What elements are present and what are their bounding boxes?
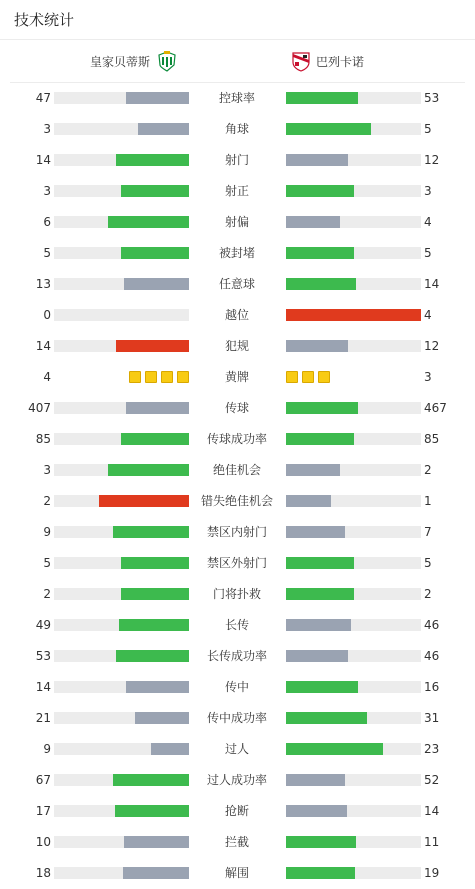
away-bar-track [286, 712, 421, 724]
away-bar-fill [286, 185, 354, 197]
home-bar-track [54, 774, 189, 786]
stat-row [0, 238, 475, 269]
home-value: 9 [43, 525, 51, 539]
home-team[interactable] [90, 40, 178, 82]
yellow-card-icon [286, 371, 298, 383]
home-bar-track [54, 712, 189, 724]
away-bar-track [286, 681, 421, 693]
page-title: 技术统计 [14, 11, 75, 29]
away-value: 467 [424, 401, 447, 415]
away-value: 2 [424, 587, 432, 601]
home-value: 49 [35, 618, 51, 632]
stat-row [0, 176, 475, 207]
away-value: 7 [424, 525, 432, 539]
away-bar-track [286, 123, 421, 135]
away-bar-track [286, 92, 421, 104]
home-value: 6 [43, 215, 51, 229]
home-team-name: 皇家贝蒂斯 [89, 54, 150, 69]
away-bar-track [286, 557, 421, 569]
stat-row [0, 331, 475, 362]
home-value: 14 [35, 153, 51, 167]
away-bar-fill [286, 92, 358, 104]
away-value: 4 [424, 215, 432, 229]
away-value: 23 [424, 742, 440, 756]
stat-label: 禁区内射门 [206, 525, 267, 539]
away-bar-fill [286, 309, 421, 321]
home-bar-track [54, 650, 189, 662]
away-bar-fill [286, 774, 345, 786]
home-bar-fill [116, 154, 189, 166]
away-value: 19 [424, 866, 440, 880]
home-bar-track [54, 495, 189, 507]
away-value: 14 [424, 277, 440, 291]
yellow-card-icon [161, 371, 173, 383]
yellow-card-icon [177, 371, 189, 383]
yellow-card-icon [302, 371, 314, 383]
home-value: 47 [35, 91, 51, 105]
home-value: 9 [43, 742, 51, 756]
home-value: 14 [35, 339, 51, 353]
home-bar-fill [116, 340, 189, 352]
home-bar-track [54, 278, 189, 290]
away-bar-fill [286, 154, 348, 166]
stat-label: 门将扑救 [212, 587, 261, 601]
home-bar-track [54, 588, 189, 600]
home-bar-track [54, 867, 189, 879]
home-bar-track [54, 557, 189, 569]
away-value: 46 [424, 649, 440, 663]
away-value: 16 [424, 680, 440, 694]
home-bar-track [54, 92, 189, 104]
home-bar-fill [126, 402, 189, 414]
yellow-card-icon [318, 371, 330, 383]
away-bar-fill [286, 836, 356, 848]
away-bar-track [286, 464, 421, 476]
away-bar-track [286, 526, 421, 538]
away-bar-track [286, 433, 421, 445]
home-bar-fill [121, 247, 189, 259]
away-bar-fill [286, 681, 358, 693]
away-bar-fill [286, 712, 367, 724]
home-bar-fill [116, 650, 189, 662]
stat-label: 犯规 [224, 339, 249, 353]
home-value: 10 [35, 835, 51, 849]
stat-row [0, 424, 475, 455]
stat-row [0, 579, 475, 610]
yellow-card-icon [145, 371, 157, 383]
home-value: 3 [43, 463, 51, 477]
home-bar-track [54, 402, 189, 414]
rayo-vallecano-crest-icon [290, 50, 312, 72]
teams-bar [10, 40, 465, 83]
away-bar-track [286, 185, 421, 197]
stat-row [0, 734, 475, 765]
stat-label: 长传 [224, 618, 249, 632]
home-bar-track [54, 185, 189, 197]
stat-row [0, 393, 475, 424]
stat-label: 绝佳机会 [212, 463, 261, 477]
away-value: 2 [424, 463, 432, 477]
home-bar-fill [99, 495, 189, 507]
home-bar-fill [123, 867, 189, 879]
away-bar-fill [286, 588, 354, 600]
home-bar-fill [126, 92, 189, 104]
stat-row [0, 300, 475, 331]
home-value: 4 [43, 370, 51, 384]
stat-label: 传球成功率 [206, 432, 267, 446]
stat-label: 抢断 [224, 804, 249, 818]
home-value: 3 [43, 184, 51, 198]
home-bar-fill [124, 836, 189, 848]
home-bar-fill [135, 712, 189, 724]
stat-label: 任意球 [218, 277, 255, 291]
home-value: 407 [28, 401, 51, 415]
home-value: 18 [35, 866, 51, 880]
home-bar-track [54, 464, 189, 476]
away-bar-track [286, 154, 421, 166]
stat-row [0, 269, 475, 300]
home-value: 85 [35, 432, 51, 446]
stat-label: 拦截 [224, 835, 249, 849]
home-bar-track [54, 433, 189, 445]
stat-label: 被封堵 [218, 246, 255, 260]
home-value: 13 [35, 277, 51, 291]
away-value: 31 [424, 711, 440, 725]
home-bar-fill [121, 557, 189, 569]
home-bar-fill [115, 805, 189, 817]
stat-label: 解围 [224, 866, 249, 880]
stat-label: 过人 [224, 742, 249, 756]
home-bar-fill [108, 464, 189, 476]
away-value: 5 [424, 246, 432, 260]
stat-row [0, 827, 475, 858]
home-bar-fill [113, 774, 189, 786]
away-bar-track [286, 402, 421, 414]
home-bar-track [54, 340, 189, 352]
home-value: 3 [43, 122, 51, 136]
away-value: 85 [424, 432, 440, 446]
stat-label: 黄牌 [224, 370, 249, 384]
away-value: 4 [424, 308, 432, 322]
home-value: 2 [43, 587, 51, 601]
away-bar-fill [286, 216, 340, 228]
away-value: 14 [424, 804, 440, 818]
stat-row [0, 548, 475, 579]
stat-row [0, 672, 475, 703]
stat-row [0, 796, 475, 827]
home-bar-fill [119, 619, 189, 631]
stat-label: 过人成功率 [206, 773, 267, 787]
away-bar-fill [286, 526, 345, 538]
away-value: 12 [424, 339, 440, 353]
home-bar-fill [121, 185, 189, 197]
away-bar-fill [286, 123, 371, 135]
home-value: 2 [43, 494, 51, 508]
home-bar-track [54, 154, 189, 166]
stat-row [0, 703, 475, 734]
home-bar-fill [121, 588, 189, 600]
away-value: 1 [424, 494, 432, 508]
home-value: 0 [43, 308, 51, 322]
home-bar-track [54, 681, 189, 693]
away-yellow-cards [286, 371, 330, 383]
stat-label: 射正 [224, 184, 249, 198]
away-value: 12 [424, 153, 440, 167]
home-bar-track [54, 836, 189, 848]
home-bar-track [54, 743, 189, 755]
away-bar-fill [286, 433, 354, 445]
real-betis-crest-icon [156, 50, 178, 72]
away-team[interactable] [290, 40, 364, 82]
away-bar-track [286, 278, 421, 290]
stat-label: 射门 [224, 153, 249, 167]
away-bar-track [286, 743, 421, 755]
stat-row [0, 207, 475, 238]
away-value: 3 [424, 370, 432, 384]
away-bar-fill [286, 805, 347, 817]
away-value: 11 [424, 835, 440, 849]
away-bar-fill [286, 867, 355, 879]
away-bar-fill [286, 650, 348, 662]
home-yellow-cards [129, 371, 189, 383]
home-bar-track [54, 247, 189, 259]
home-bar-fill [151, 743, 189, 755]
away-bar-fill [286, 278, 356, 290]
away-bar-fill [286, 402, 358, 414]
stat-row [0, 455, 475, 486]
home-value: 14 [35, 680, 51, 694]
home-bar-fill [113, 526, 189, 538]
stat-row [0, 765, 475, 796]
home-bar-fill [121, 433, 189, 445]
away-bar-track [286, 805, 421, 817]
stat-row [0, 610, 475, 641]
away-value: 46 [424, 618, 440, 632]
away-bar-track [286, 836, 421, 848]
stat-label: 控球率 [218, 91, 255, 105]
stat-row [0, 114, 475, 145]
stat-label: 禁区外射门 [206, 556, 267, 570]
home-bar-fill [126, 681, 189, 693]
stat-label: 越位 [224, 308, 249, 322]
home-bar-fill [138, 123, 189, 135]
stat-label: 角球 [224, 122, 249, 136]
home-bar-fill [108, 216, 189, 228]
stat-row [0, 486, 475, 517]
home-bar-fill [124, 278, 189, 290]
away-bar-track [286, 340, 421, 352]
away-bar-fill [286, 557, 354, 569]
home-value: 67 [35, 773, 51, 787]
away-bar-track [286, 588, 421, 600]
home-value: 53 [35, 649, 51, 663]
away-bar-track [286, 247, 421, 259]
home-value: 5 [43, 556, 51, 570]
away-bar-track [286, 867, 421, 879]
away-value: 52 [424, 773, 440, 787]
stat-row [0, 641, 475, 672]
home-bar-track [54, 805, 189, 817]
stat-row [0, 517, 475, 548]
away-bar-fill [286, 464, 340, 476]
stats-list [0, 83, 475, 889]
away-bar-track [286, 650, 421, 662]
home-bar-track [54, 216, 189, 228]
away-bar-fill [286, 495, 331, 507]
stat-row [0, 83, 475, 114]
stats-header [0, 0, 475, 40]
stat-label: 传球 [224, 401, 249, 415]
away-value: 3 [424, 184, 432, 198]
home-value: 17 [35, 804, 51, 818]
away-bar-fill [286, 340, 348, 352]
away-bar-track [286, 619, 421, 631]
away-value: 5 [424, 556, 432, 570]
stat-label: 射偏 [224, 215, 249, 229]
away-bar-fill [286, 619, 351, 631]
home-value: 5 [43, 246, 51, 260]
stat-label: 传中成功率 [206, 711, 267, 725]
away-bar-track [286, 774, 421, 786]
stat-label: 传中 [224, 680, 249, 694]
home-bar-track [54, 123, 189, 135]
stat-row [0, 858, 475, 889]
yellow-card-icon [129, 371, 141, 383]
away-value: 5 [424, 122, 432, 136]
away-team-name: 巴列卡诺 [316, 54, 365, 69]
stat-label: 错失绝佳机会 [200, 494, 273, 508]
away-bar-track [286, 216, 421, 228]
away-value: 53 [424, 91, 440, 105]
away-bar-fill [286, 743, 383, 755]
away-bar-track [286, 495, 421, 507]
home-value: 21 [35, 711, 51, 725]
stat-label: 长传成功率 [206, 649, 267, 663]
away-bar-track [286, 309, 421, 321]
home-bar-track [54, 526, 189, 538]
stat-row [0, 362, 475, 393]
away-bar-fill [286, 247, 354, 259]
home-bar-track [54, 309, 189, 321]
stat-row [0, 145, 475, 176]
home-bar-track [54, 619, 189, 631]
